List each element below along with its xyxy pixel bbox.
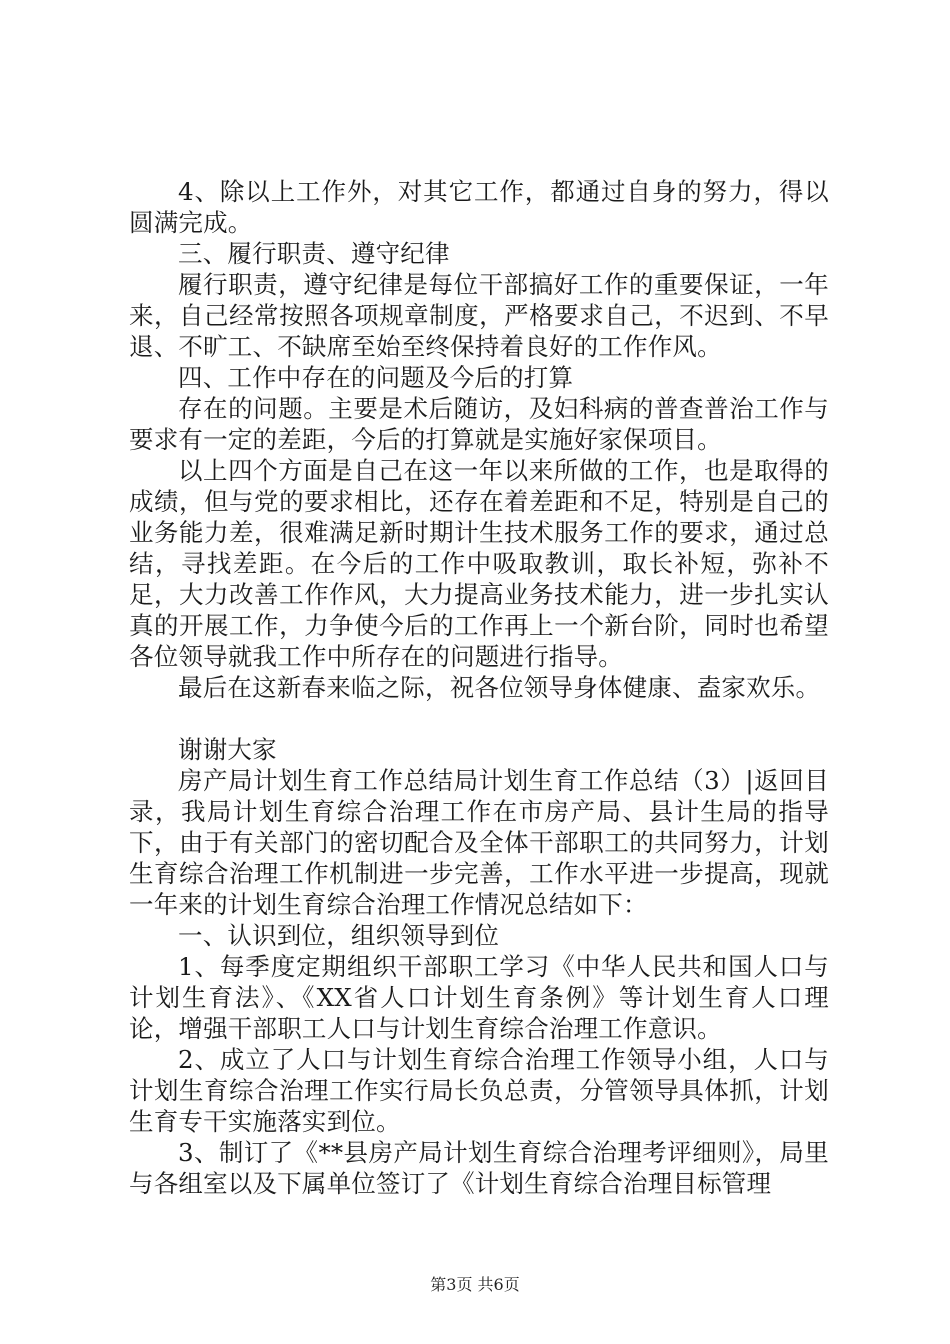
paragraph-report-intro: 房产局计划生育工作总结局计划生育工作总结（3）|返回目录，我局计划生育综合治理工作在市房产局、县计生局的指导下，由于有关部门的密切配合及全体干部职工的共同努力，计划生育综合治理工作机制进一步完善，工作水平进一步提高，现就一年来的计划生育综合治理工作情况总结如下： bbox=[129, 766, 829, 919]
section-heading-3: 三、履行职责、遵守纪律 bbox=[178, 239, 450, 268]
paragraph-wishes: 最后在这新春来临之际，祝各位领导身体健康、盍家欢乐。 bbox=[178, 673, 821, 702]
paragraph-summary: 以上四个方面是自己在这一年以来所做的工作，也是取得的成绩，但与党的要求相比，还存在着差距和不足，特别是自己的业务能力差，很难满足新时期计生技术服务工作的要求，通过总结，寻找差距。在今后的工作中吸取教训，取长补短，弥补不足，大力改善工作作风，大力提高业务技术能力，进一步扎实认真的开展工作，力争使今后的工作再上一个新台阶，同时也希望各位领导就我工作中所存在的问题进行指导。 bbox=[129, 456, 829, 671]
paragraph-problems: 存在的问题。主要是术后随访，及妇科病的普查普治工作与要求有一定的差距，今后的打算就是实施好家保项目。 bbox=[129, 394, 829, 454]
paragraph-item-3-rules: 3、制订了《**县房产局计划生育综合治理考评细则》，局里与各组室以及下属单位签订了《计划生育综合治理目标管理 bbox=[129, 1138, 829, 1198]
paragraph-item-2-group: 2、成立了人口与计划生育综合治理工作领导小组，人口与计划生育综合治理工作实行局长负总责，分管领导具体抓，计划生育专干实施落实到位。 bbox=[129, 1045, 829, 1136]
paragraph-item-1-study: 1、每季度定期组织干部职工学习《中华人民共和国人口与计划生育法》、《XX省人口计划生育条例》等计划生育人口理论，增强干部职工人口与计划生育综合治理工作意识。 bbox=[129, 952, 829, 1043]
paragraph-thanks: 谢谢大家 bbox=[178, 735, 277, 764]
paragraph-discipline: 履行职责，遵守纪律是每位干部搞好工作的重要保证，一年来，自己经常按照各项规章制度，严格要求自己，不迟到、不早退、不旷工、不缺席至始至终保持着良好的工作作风。 bbox=[129, 270, 829, 361]
blank-line bbox=[129, 703, 829, 734]
section-heading-4: 四、工作中存在的问题及今后的打算 bbox=[178, 363, 574, 392]
document-body bbox=[129, 176, 829, 1199]
section-heading-1: 一、认识到位，组织领导到位 bbox=[178, 921, 500, 950]
page-number-footer: 第3页 共6页 bbox=[430, 1275, 520, 1294]
paragraph-item-4-completion: 4、除以上工作外，对其它工作，都通过自身的努力，得以圆满完成。 bbox=[129, 177, 829, 237]
